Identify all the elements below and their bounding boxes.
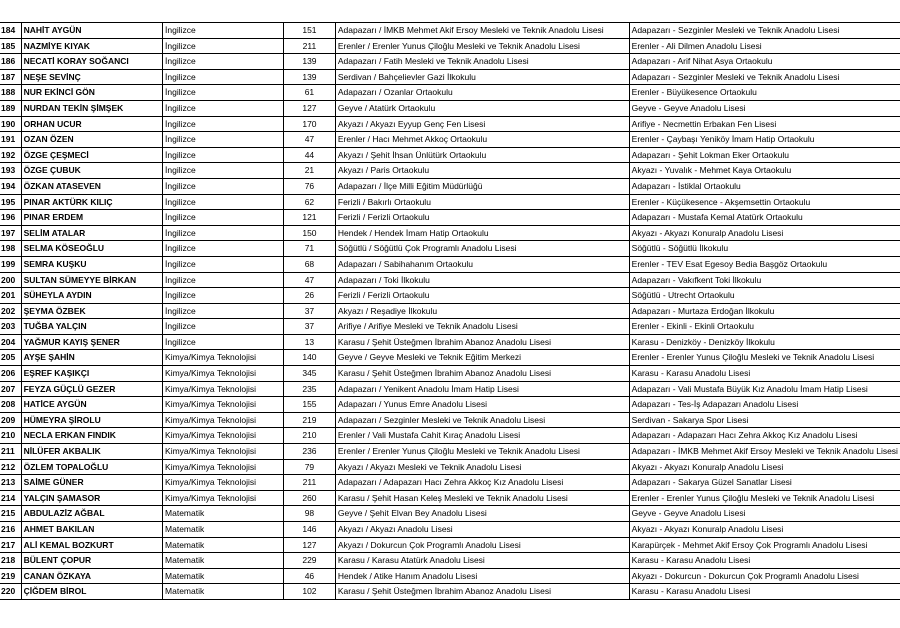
score-cell: 210	[284, 428, 336, 444]
current-school-cell: Söğütlü / Söğütlü Çok Programlı Anadolu Lisesi	[335, 241, 629, 257]
table-row	[0, 506, 900, 522]
table-row	[0, 366, 900, 382]
current-school-cell: Akyazı / Akyazı Anadolu Lisesi	[335, 522, 629, 538]
table-row	[0, 412, 900, 428]
table-row	[0, 490, 900, 506]
teacher-name-cell: ÖZLEM TOPALOĞLU	[21, 459, 162, 475]
table-row	[0, 397, 900, 413]
score-cell: 235	[284, 381, 336, 397]
teacher-name-cell: FEYZA GÜÇLÜ GEZER	[21, 381, 162, 397]
teacher-name-cell: ÖZGE ÇUBUK	[21, 163, 162, 179]
current-school-cell: Karasu / Şehit Üsteğmen İbrahim Abanoz Anadolu Lisesi	[335, 584, 629, 600]
assigned-school-cell: Erenler - Çaybaşı Yeniköy İmam Hatip Ortaokulu	[629, 132, 900, 148]
teacher-name-cell: ÖZGE ÇEŞMECİ	[21, 147, 162, 163]
table-row	[0, 194, 900, 210]
score-cell: 127	[284, 537, 336, 553]
assigned-school-cell: Akyazı - Akyazı Konuralp Anadolu Lisesi	[629, 522, 900, 538]
branch-cell: İngilizce	[163, 147, 284, 163]
table-row	[0, 147, 900, 163]
teacher-name-cell: NUR EKİNCİ GÖN	[21, 85, 162, 101]
branch-cell: İngilizce	[163, 334, 284, 350]
current-school-cell: Akyazı / Dokurcun Çok Programlı Anadolu Lisesi	[335, 537, 629, 553]
branch-cell: İngilizce	[163, 163, 284, 179]
assigned-school-cell: Karasu - Denizköy - Denizköy İlkokulu	[629, 334, 900, 350]
table-row	[0, 225, 900, 241]
branch-cell: Matematik	[163, 568, 284, 584]
teacher-name-cell: BÜLENT ÇOPUR	[21, 553, 162, 569]
score-cell: 71	[284, 241, 336, 257]
score-cell: 139	[284, 54, 336, 70]
score-cell: 229	[284, 553, 336, 569]
teacher-name-cell: NEŞE SEVİNÇ	[21, 69, 162, 85]
current-school-cell: Erenler / Erenler Yunus Çiloğlu Mesleki ve Teknik Anadolu Lisesi	[335, 38, 629, 54]
assigned-school-cell: Adapazarı - Sezginler Mesleki ve Teknik Anadolu Lisesi	[629, 23, 900, 39]
row-number-cell: 211	[0, 444, 21, 460]
current-school-cell: Serdivan / Bahçelievler Gazi İlkokulu	[335, 69, 629, 85]
assigned-school-cell: Akyazı - Dokurcun - Dokurcun Çok Programlı Anadolu Lisesi	[629, 568, 900, 584]
teacher-name-cell: NECATİ KORAY SOĞANCI	[21, 54, 162, 70]
row-number-cell: 214	[0, 490, 21, 506]
current-school-cell: Karasu / Şehit Üsteğmen İbrahim Abanoz Anadolu Lisesi	[335, 334, 629, 350]
row-number-cell: 191	[0, 132, 21, 148]
teacher-name-cell: NAZMİYE KIYAK	[21, 38, 162, 54]
current-school-cell: Adapazarı / Sezginler Mesleki ve Teknik Anadolu Lisesi	[335, 412, 629, 428]
branch-cell: İngilizce	[163, 100, 284, 116]
branch-cell: İngilizce	[163, 178, 284, 194]
branch-cell: Matematik	[163, 584, 284, 600]
table-row	[0, 116, 900, 132]
assigned-school-cell: Akyazı - Yuvalık - Mehmet Kaya Ortaokulu	[629, 163, 900, 179]
assigned-school-cell: Adapazarı - Sakarya Güzel Sanatlar Lisesi	[629, 475, 900, 491]
branch-cell: Kimya/Kimya Teknolojisi	[163, 412, 284, 428]
branch-cell: İngilizce	[163, 54, 284, 70]
assigned-school-cell: Erenler - Ekinli - Ekinli Ortaokulu	[629, 319, 900, 335]
teacher-name-cell: HÜMEYRA ŞİROLU	[21, 412, 162, 428]
assigned-school-cell: Karasu - Karasu Anadolu Lisesi	[629, 366, 900, 382]
teacher-name-cell: PINAR AKTÜRK KILIÇ	[21, 194, 162, 210]
score-cell: 150	[284, 225, 336, 241]
row-number-cell: 218	[0, 553, 21, 569]
row-number-cell: 203	[0, 319, 21, 335]
row-number-cell: 215	[0, 506, 21, 522]
branch-cell: Kimya/Kimya Teknolojisi	[163, 459, 284, 475]
assigned-school-cell: Erenler - Ali Dilmen Anadolu Lisesi	[629, 38, 900, 54]
row-number-cell: 200	[0, 272, 21, 288]
assigned-school-cell: Akyazı - Akyazı Konuralp Anadolu Lisesi	[629, 459, 900, 475]
row-number-cell: 190	[0, 116, 21, 132]
assigned-school-cell: Serdivan - Sakarya Spor Lisesi	[629, 412, 900, 428]
score-cell: 219	[284, 412, 336, 428]
teacher-name-cell: NURDAN TEKİN ŞİMŞEK	[21, 100, 162, 116]
teacher-name-cell: ABDULAZİZ AĞBAL	[21, 506, 162, 522]
assigned-school-cell: Adapazarı - Vakıfkent Toki İlkokulu	[629, 272, 900, 288]
current-school-cell: Hendek / Hendek İmam Hatip Ortaokulu	[335, 225, 629, 241]
score-cell: 26	[284, 288, 336, 304]
current-school-cell: Adapazarı / Sabihahanım Ortaokulu	[335, 256, 629, 272]
branch-cell: İngilizce	[163, 23, 284, 39]
current-school-cell: Erenler / Hacı Mehmet Akkoç Ortaokulu	[335, 132, 629, 148]
teacher-name-cell: HATİCE AYGÜN	[21, 397, 162, 413]
row-number-cell: 209	[0, 412, 21, 428]
current-school-cell: Ferizli / Ferizli Ortaokulu	[335, 210, 629, 226]
teacher-name-cell: NAHİT AYGÜN	[21, 23, 162, 39]
current-school-cell: Akyazı / Akyazı Eyyup Genç Fen Lisesi	[335, 116, 629, 132]
teacher-name-cell: AYŞE ŞAHİN	[21, 350, 162, 366]
table-row	[0, 163, 900, 179]
row-number-cell: 184	[0, 23, 21, 39]
table-row	[0, 241, 900, 257]
row-number-cell: 188	[0, 85, 21, 101]
current-school-cell: Adapazarı / Yunus Emre Anadolu Lisesi	[335, 397, 629, 413]
row-number-cell: 204	[0, 334, 21, 350]
branch-cell: İngilizce	[163, 132, 284, 148]
table-row	[0, 256, 900, 272]
table-row	[0, 23, 900, 39]
score-cell: 345	[284, 366, 336, 382]
assigned-school-cell: Söğütlü - Utrecht Ortaokulu	[629, 288, 900, 304]
assigned-school-cell: Adapazarı - Adapazarı Hacı Zehra Akkoç Kız Anadolu Lisesi	[629, 428, 900, 444]
teacher-name-cell: ÇİĞDEM BİROL	[21, 584, 162, 600]
teacher-name-cell: SELİM ATALAR	[21, 225, 162, 241]
assigned-school-cell: Adapazarı - Murtaza Erdoğan İlkokulu	[629, 303, 900, 319]
branch-cell: İngilizce	[163, 69, 284, 85]
table-row	[0, 553, 900, 569]
score-cell: 151	[284, 23, 336, 39]
assignment-table-container	[0, 22, 900, 600]
assigned-school-cell: Adapazarı - İMKB Mehmet Akif Ersoy Mesleki ve Teknik Anadolu Lisesi	[629, 444, 900, 460]
current-school-cell: Geyve / Geyve Mesleki ve Teknik Eğitim Merkezi	[335, 350, 629, 366]
teacher-name-cell: ŞEYMA ÖZBEK	[21, 303, 162, 319]
current-school-cell: Adapazarı / İMKB Mehmet Akif Ersoy Mesleki ve Teknik Anadolu Lisesi	[335, 23, 629, 39]
current-school-cell: Adapazarı / İlçe Milli Eğitim Müdürlüğü	[335, 178, 629, 194]
branch-cell: Matematik	[163, 537, 284, 553]
score-cell: 37	[284, 319, 336, 335]
score-cell: 98	[284, 506, 336, 522]
table-row	[0, 459, 900, 475]
current-school-cell: Akyazı / Reşadiye İlkokulu	[335, 303, 629, 319]
teacher-name-cell: OZAN ÖZEN	[21, 132, 162, 148]
current-school-cell: Adapazarı / Adapazarı Hacı Zehra Akkoç Kız Anadolu Lisesi	[335, 475, 629, 491]
score-cell: 170	[284, 116, 336, 132]
current-school-cell: Karasu / Şehit Üsteğmen İbrahim Abanoz Anadolu Lisesi	[335, 366, 629, 382]
teacher-name-cell: NECLA ERKAN FINDIK	[21, 428, 162, 444]
table-row	[0, 288, 900, 304]
branch-cell: İngilizce	[163, 194, 284, 210]
table-row	[0, 178, 900, 194]
assigned-school-cell: Adapazarı - Mustafa Kemal Atatürk Ortaokulu	[629, 210, 900, 226]
branch-cell: Kimya/Kimya Teknolojisi	[163, 428, 284, 444]
row-number-cell: 197	[0, 225, 21, 241]
teacher-name-cell: CANAN ÖZKAYA	[21, 568, 162, 584]
current-school-cell: Adapazarı / Yenikent Anadolu İmam Hatip Lisesi	[335, 381, 629, 397]
score-cell: 37	[284, 303, 336, 319]
table-row	[0, 584, 900, 600]
branch-cell: Kimya/Kimya Teknolojisi	[163, 381, 284, 397]
score-cell: 121	[284, 210, 336, 226]
branch-cell: İngilizce	[163, 241, 284, 257]
assigned-school-cell: Erenler - Erenler Yunus Çiloğlu Mesleki ve Teknik Anadolu Lisesi	[629, 490, 900, 506]
teacher-name-cell: ÖZKAN ATASEVEN	[21, 178, 162, 194]
table-row	[0, 428, 900, 444]
assigned-school-cell: Erenler - Büyükesence Ortaokulu	[629, 85, 900, 101]
branch-cell: İngilizce	[163, 303, 284, 319]
teacher-name-cell: TUĞBA YALÇIN	[21, 319, 162, 335]
branch-cell: İngilizce	[163, 225, 284, 241]
teacher-name-cell: SULTAN SÜMEYYE BİRKAN	[21, 272, 162, 288]
row-number-cell: 189	[0, 100, 21, 116]
current-school-cell: Ferizli / Ferizli Ortaokulu	[335, 288, 629, 304]
table-row	[0, 475, 900, 491]
teacher-name-cell: SÜHEYLA AYDIN	[21, 288, 162, 304]
teacher-name-cell: SEMRA KUŞKU	[21, 256, 162, 272]
row-number-cell: 216	[0, 522, 21, 538]
branch-cell: İngilizce	[163, 256, 284, 272]
assigned-school-cell: Erenler - Erenler Yunus Çiloğlu Mesleki ve Teknik Anadolu Lisesi	[629, 350, 900, 366]
row-number-cell: 208	[0, 397, 21, 413]
assigned-school-cell: Adapazarı - Sezginler Mesleki ve Teknik Anadolu Lisesi	[629, 69, 900, 85]
current-school-cell: Hendek / Atike Hanım Anadolu Lisesi	[335, 568, 629, 584]
assigned-school-cell: Erenler - TEV Esat Egesoy Bedia Başgöz Ortaokulu	[629, 256, 900, 272]
row-number-cell: 217	[0, 537, 21, 553]
score-cell: 21	[284, 163, 336, 179]
score-cell: 146	[284, 522, 336, 538]
score-cell: 47	[284, 132, 336, 148]
assigned-school-cell: Arifiye - Necmettin Erbakan Fen Lisesi	[629, 116, 900, 132]
current-school-cell: Arifiye / Arifiye Mesleki ve Teknik Anadolu Lisesi	[335, 319, 629, 335]
branch-cell: İngilizce	[163, 116, 284, 132]
current-school-cell: Karasu / Şehit Hasan Keleş Mesleki ve Teknik Anadolu Lisesi	[335, 490, 629, 506]
teacher-name-cell: YAĞMUR KAYIŞ ŞENER	[21, 334, 162, 350]
table-row	[0, 350, 900, 366]
current-school-cell: Geyve / Şehit Elvan Bey Anadolu Lisesi	[335, 506, 629, 522]
row-number-cell: 201	[0, 288, 21, 304]
row-number-cell: 207	[0, 381, 21, 397]
score-cell: 47	[284, 272, 336, 288]
assignment-table	[0, 22, 900, 600]
current-school-cell: Adapazarı / Ozanlar Ortaokulu	[335, 85, 629, 101]
current-school-cell: Adapazarı / Toki İlkokulu	[335, 272, 629, 288]
row-number-cell: 205	[0, 350, 21, 366]
current-school-cell: Akyazı / Şehit İhsan Ünlütürk Ortaokulu	[335, 147, 629, 163]
score-cell: 62	[284, 194, 336, 210]
assigned-school-cell: Adapazarı - Tes-İş Adapazarı Anadolu Lisesi	[629, 397, 900, 413]
row-number-cell: 196	[0, 210, 21, 226]
teacher-name-cell: SAİME GÜNER	[21, 475, 162, 491]
score-cell: 236	[284, 444, 336, 460]
assigned-school-cell: Adapazarı - Arif Nihat Asya Ortaokulu	[629, 54, 900, 70]
table-row	[0, 272, 900, 288]
table-row	[0, 568, 900, 584]
score-cell: 211	[284, 38, 336, 54]
table-row	[0, 522, 900, 538]
branch-cell: Matematik	[163, 522, 284, 538]
table-row	[0, 210, 900, 226]
assigned-school-cell: Adapazarı - Şehit Lokman Eker Ortaokulu	[629, 147, 900, 163]
teacher-name-cell: YALÇIN ŞAMASOR	[21, 490, 162, 506]
current-school-cell: Erenler / Vali Mustafa Cahit Kıraç Anadolu Lisesi	[335, 428, 629, 444]
table-row	[0, 69, 900, 85]
table-row	[0, 319, 900, 335]
row-number-cell: 193	[0, 163, 21, 179]
teacher-name-cell: NİLÜFER AKBALIK	[21, 444, 162, 460]
teacher-name-cell: ALİ KEMAL BOZKURT	[21, 537, 162, 553]
score-cell: 61	[284, 85, 336, 101]
branch-cell: İngilizce	[163, 85, 284, 101]
score-cell: 102	[284, 584, 336, 600]
branch-cell: Kimya/Kimya Teknolojisi	[163, 397, 284, 413]
current-school-cell: Akyazı / Paris Ortaokulu	[335, 163, 629, 179]
table-row	[0, 100, 900, 116]
table-row	[0, 132, 900, 148]
row-number-cell: 220	[0, 584, 21, 600]
score-cell: 76	[284, 178, 336, 194]
branch-cell: İngilizce	[163, 288, 284, 304]
row-number-cell: 192	[0, 147, 21, 163]
table-row	[0, 381, 900, 397]
branch-cell: Matematik	[163, 553, 284, 569]
branch-cell: Kimya/Kimya Teknolojisi	[163, 366, 284, 382]
branch-cell: İngilizce	[163, 38, 284, 54]
assignment-table-body	[0, 23, 900, 600]
row-number-cell: 213	[0, 475, 21, 491]
assigned-school-cell: Geyve - Geyve Anadolu Lisesi	[629, 100, 900, 116]
table-row	[0, 537, 900, 553]
current-school-cell: Ferizli / Bakırlı Ortaokulu	[335, 194, 629, 210]
score-cell: 44	[284, 147, 336, 163]
current-school-cell: Karasu / Karasu Atatürk Anadolu Lisesi	[335, 553, 629, 569]
row-number-cell: 219	[0, 568, 21, 584]
current-school-cell: Geyve / Atatürk Ortaokulu	[335, 100, 629, 116]
score-cell: 139	[284, 69, 336, 85]
row-number-cell: 195	[0, 194, 21, 210]
table-row	[0, 38, 900, 54]
row-number-cell: 198	[0, 241, 21, 257]
row-number-cell: 202	[0, 303, 21, 319]
table-row	[0, 85, 900, 101]
assigned-school-cell: Adapazarı - İstiklal Ortaokulu	[629, 178, 900, 194]
assigned-school-cell: Karapürçek - Mehmet Akif Ersoy Çok Programlı Anadolu Lisesi	[629, 537, 900, 553]
assigned-school-cell: Söğütlü - Söğütlü İlkokulu	[629, 241, 900, 257]
branch-cell: Kimya/Kimya Teknolojisi	[163, 350, 284, 366]
row-number-cell: 186	[0, 54, 21, 70]
score-cell: 140	[284, 350, 336, 366]
score-cell: 68	[284, 256, 336, 272]
current-school-cell: Adapazarı / Fatih Mesleki ve Teknik Anadolu Lisesi	[335, 54, 629, 70]
branch-cell: İngilizce	[163, 319, 284, 335]
teacher-name-cell: PINAR ERDEM	[21, 210, 162, 226]
assigned-school-cell: Karasu - Karasu Anadolu Lisesi	[629, 553, 900, 569]
branch-cell: Kimya/Kimya Teknolojisi	[163, 490, 284, 506]
teacher-name-cell: AHMET BAKILAN	[21, 522, 162, 538]
score-cell: 127	[284, 100, 336, 116]
assigned-school-cell: Akyazı - Akyazı Konuralp Anadolu Lisesi	[629, 225, 900, 241]
score-cell: 155	[284, 397, 336, 413]
row-number-cell: 210	[0, 428, 21, 444]
current-school-cell: Akyazı / Akyazı Mesleki ve Teknik Anadolu Lisesi	[335, 459, 629, 475]
row-number-cell: 185	[0, 38, 21, 54]
row-number-cell: 194	[0, 178, 21, 194]
teacher-name-cell: ORHAN UCUR	[21, 116, 162, 132]
table-row	[0, 54, 900, 70]
row-number-cell: 199	[0, 256, 21, 272]
teacher-name-cell: EŞREF KAŞIKÇI	[21, 366, 162, 382]
score-cell: 79	[284, 459, 336, 475]
table-row	[0, 444, 900, 460]
branch-cell: İngilizce	[163, 210, 284, 226]
branch-cell: Matematik	[163, 506, 284, 522]
assigned-school-cell: Geyve - Geyve Anadolu Lisesi	[629, 506, 900, 522]
score-cell: 260	[284, 490, 336, 506]
branch-cell: İngilizce	[163, 272, 284, 288]
assigned-school-cell: Adapazarı - Vali Mustafa Büyük Kız Anadolu İmam Hatip Lisesi	[629, 381, 900, 397]
score-cell: 46	[284, 568, 336, 584]
row-number-cell: 212	[0, 459, 21, 475]
row-number-cell: 206	[0, 366, 21, 382]
table-row	[0, 334, 900, 350]
assigned-school-cell: Erenler - Küçükesence - Akşemsettin Ortaokulu	[629, 194, 900, 210]
score-cell: 211	[284, 475, 336, 491]
branch-cell: Kimya/Kimya Teknolojisi	[163, 444, 284, 460]
score-cell: 13	[284, 334, 336, 350]
branch-cell: Kimya/Kimya Teknolojisi	[163, 475, 284, 491]
table-row	[0, 303, 900, 319]
teacher-name-cell: SELMA KÖSEOĞLU	[21, 241, 162, 257]
current-school-cell: Erenler / Erenler Yunus Çiloğlu Mesleki ve Teknik Anadolu Lisesi	[335, 444, 629, 460]
assigned-school-cell: Karasu - Karasu Anadolu Lisesi	[629, 584, 900, 600]
row-number-cell: 187	[0, 69, 21, 85]
